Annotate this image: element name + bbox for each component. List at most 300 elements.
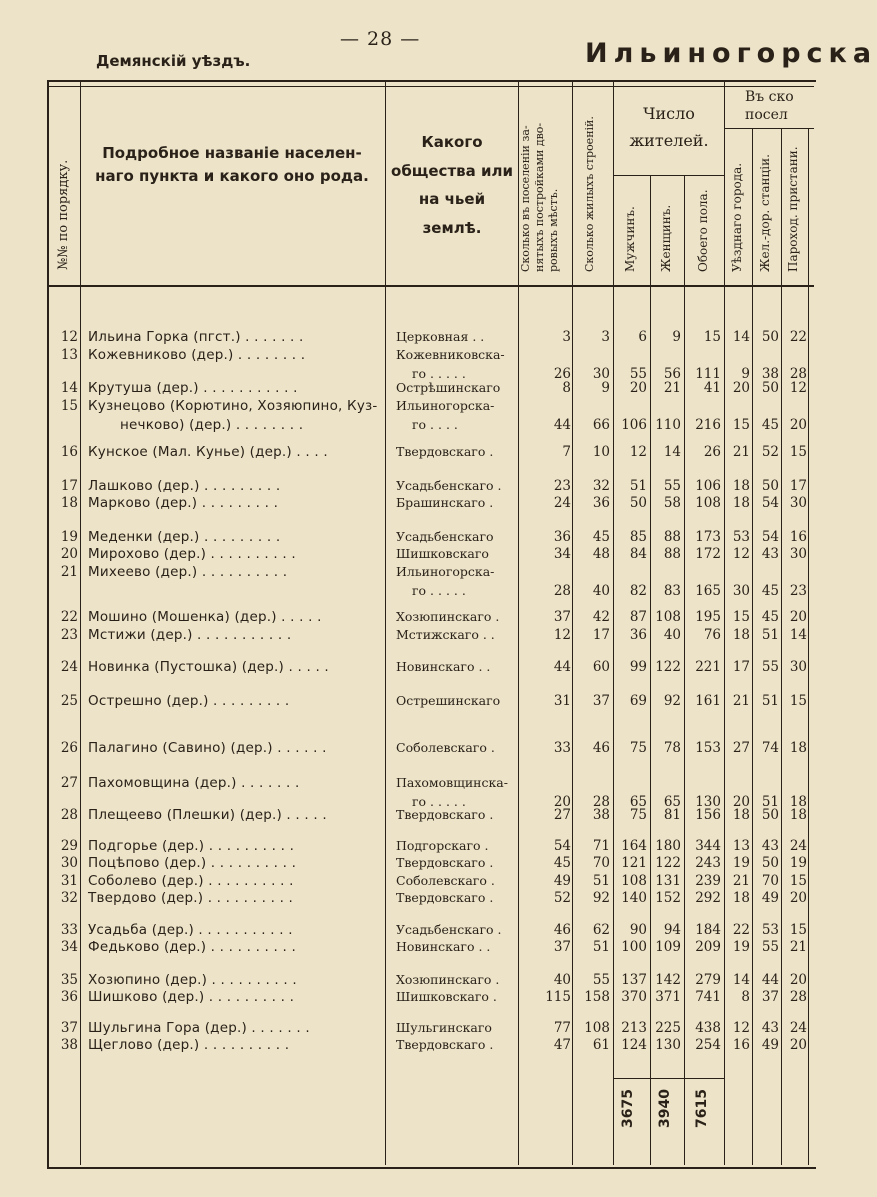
place-name: Усадьба (дер.) . . . . . . . . . . . xyxy=(88,922,293,938)
cell-both: 195 xyxy=(695,609,721,625)
cell-c1: 46 xyxy=(553,922,571,938)
table-row xyxy=(0,1037,814,1057)
cell-both: 184 xyxy=(695,922,721,938)
total-men: 3675 xyxy=(620,1089,636,1128)
cell-r: 52 xyxy=(761,444,779,460)
cell-men: 36 xyxy=(629,627,647,643)
header-residents: Число жителей. xyxy=(629,104,709,151)
page-number: — 28 — xyxy=(340,28,421,50)
cell-t: 14 xyxy=(732,329,750,345)
table-row xyxy=(0,890,814,910)
community-name: Пахомовщинска- xyxy=(396,775,508,790)
place-name: Кузнецово (Корютино, Хозяюпино, Куз- xyxy=(88,398,378,414)
cell-c1: 23 xyxy=(553,478,571,494)
cell-r: 50 xyxy=(761,380,779,396)
cell-p: 18 xyxy=(789,807,807,823)
community-name: Хозюпинскаго . xyxy=(396,972,500,987)
cell-women: 88 xyxy=(663,529,681,545)
header-women: Женщинъ. xyxy=(659,204,673,272)
place-name: Пахомовщина (дер.) . . . . . . . xyxy=(88,775,300,791)
cell-both: 161 xyxy=(695,693,721,709)
place-name: Лашково (дер.) . . . . . . . . . xyxy=(88,478,281,494)
cell-c1: 77 xyxy=(553,1020,571,1036)
cell-c2: 61 xyxy=(592,1037,610,1053)
header-rule xyxy=(724,128,814,129)
community-name: Новинскаго . . xyxy=(396,939,491,954)
cell-women: 21 xyxy=(663,380,681,396)
cell-t: 30 xyxy=(732,583,750,599)
place-name: Поцѣпово (дер.) . . . . . . . . . . xyxy=(88,855,297,871)
cell-both: 221 xyxy=(695,659,721,675)
place-name: Мстижи (дер.) . . . . . . . . . . . xyxy=(88,627,292,643)
table-row xyxy=(0,380,814,400)
cell-t: 9 xyxy=(741,366,750,382)
cell-both: 26 xyxy=(703,444,721,460)
cell-women: 81 xyxy=(663,807,681,823)
header-rule xyxy=(47,86,814,87)
cell-c2: 17 xyxy=(592,627,610,643)
cell-women: 122 xyxy=(655,855,681,871)
cell-men: 12 xyxy=(629,444,647,460)
cell-both: 15 xyxy=(703,329,721,345)
cell-p: 21 xyxy=(789,939,807,955)
cell-p: 30 xyxy=(789,659,807,675)
table-row xyxy=(0,329,814,349)
cell-c2: 37 xyxy=(592,693,610,709)
cell-r: 54 xyxy=(761,529,779,545)
cell-c1: 52 xyxy=(553,890,571,906)
cell-t: 21 xyxy=(732,444,750,460)
cell-t: 8 xyxy=(741,989,750,1005)
cell-r: 50 xyxy=(761,478,779,494)
cell-c1: 27 xyxy=(553,807,571,823)
cell-t: 18 xyxy=(732,627,750,643)
cell-c1: 44 xyxy=(553,659,571,675)
cell-r: 55 xyxy=(761,939,779,955)
cell-t: 19 xyxy=(732,939,750,955)
cell-c2: 108 xyxy=(584,1020,610,1036)
cell-both: 438 xyxy=(695,1020,721,1036)
cell-men: 108 xyxy=(621,873,647,889)
table-row xyxy=(0,564,814,599)
cell-men: 137 xyxy=(621,972,647,988)
cell-r: 44 xyxy=(761,972,779,988)
cell-both: 239 xyxy=(695,873,721,889)
header-pier: Пароход. пристани. xyxy=(786,146,800,272)
community-name-cont: го . . . . . xyxy=(412,583,466,598)
cell-r: 38 xyxy=(761,366,779,382)
cell-c1: 40 xyxy=(553,972,571,988)
cell-c1: 24 xyxy=(553,495,571,511)
cell-men: 164 xyxy=(621,838,647,854)
cell-men: 100 xyxy=(621,939,647,955)
cell-c2: 51 xyxy=(592,939,610,955)
cell-c2: 30 xyxy=(592,366,610,382)
region-title: Ильиногорска xyxy=(585,38,877,69)
cell-r: 70 xyxy=(761,873,779,889)
community-name: Ильиногорска- xyxy=(396,564,495,579)
cell-men: 84 xyxy=(629,546,647,562)
cell-c2: 158 xyxy=(584,989,610,1005)
cell-men: 50 xyxy=(629,495,647,511)
cell-t: 53 xyxy=(732,529,750,545)
cell-women: 56 xyxy=(663,366,681,382)
row-number: 19 xyxy=(60,529,78,545)
cell-c1: 31 xyxy=(553,693,571,709)
cell-women: 9 xyxy=(672,329,681,345)
row-number: 16 xyxy=(60,444,78,460)
table-row xyxy=(0,347,814,382)
cell-both: 130 xyxy=(695,794,721,810)
cell-women: 130 xyxy=(655,1037,681,1053)
cell-t: 18 xyxy=(732,807,750,823)
cell-r: 53 xyxy=(761,922,779,938)
cell-women: 108 xyxy=(655,609,681,625)
cell-t: 15 xyxy=(732,417,750,433)
community-name: Новинскаго . . xyxy=(396,659,491,674)
community-name: Твердовскаго . xyxy=(396,855,494,870)
table-row xyxy=(0,939,814,959)
cell-t: 16 xyxy=(732,1037,750,1053)
cell-c1: 47 xyxy=(553,1037,571,1053)
place-name: Щеглово (дер.) . . . . . . . . . . xyxy=(88,1037,290,1053)
cell-men: 85 xyxy=(629,529,647,545)
community-name: Твердовскаго . xyxy=(396,890,494,905)
cell-both: 41 xyxy=(703,380,721,396)
place-name-cont: нечково) (дер.) . . . . . . . . xyxy=(120,417,304,433)
community-name: Твердовскаго . xyxy=(396,807,494,822)
cell-c1: 20 xyxy=(553,794,571,810)
row-number: 28 xyxy=(60,807,78,823)
header-name: Подробное названіе населен- наго пункта и какого оно рода. xyxy=(95,144,369,186)
row-number: 26 xyxy=(60,740,78,756)
table-row xyxy=(0,627,814,647)
cell-c2: 92 xyxy=(592,890,610,906)
cell-c1: 54 xyxy=(553,838,571,854)
row-number: 31 xyxy=(60,873,78,889)
row-number: 21 xyxy=(60,564,78,580)
row-number: 22 xyxy=(60,609,78,625)
cell-t: 12 xyxy=(732,546,750,562)
row-number: 38 xyxy=(60,1037,78,1053)
place-name: Острешно (дер.) . . . . . . . . . xyxy=(88,693,290,709)
cell-t: 18 xyxy=(732,495,750,511)
cell-c1: 115 xyxy=(545,989,571,1005)
cell-women: 55 xyxy=(663,478,681,494)
place-name: Соболево (дер.) . . . . . . . . . . xyxy=(88,873,294,889)
row-number: 23 xyxy=(60,627,78,643)
district-title: Демянскій уѣздъ. xyxy=(96,52,251,70)
cell-both: 165 xyxy=(695,583,721,599)
cell-p: 28 xyxy=(789,989,807,1005)
cell-r: 43 xyxy=(761,838,779,854)
row-number: 27 xyxy=(60,775,78,791)
cell-c1: 37 xyxy=(553,609,571,625)
cell-r: 51 xyxy=(761,693,779,709)
cell-women: 371 xyxy=(655,989,681,1005)
community-name: Твердовскаго . xyxy=(396,1037,494,1052)
header-houses: Сколько жилыхъ строеній. xyxy=(583,116,596,272)
cell-c1: 44 xyxy=(553,417,571,433)
cell-men: 69 xyxy=(629,693,647,709)
cell-c1: 12 xyxy=(553,627,571,643)
community-name: Усадьбенскаго . xyxy=(396,922,502,937)
cell-c1: 33 xyxy=(553,740,571,756)
cell-men: 140 xyxy=(621,890,647,906)
header-rule xyxy=(613,175,724,176)
community-name: Кожевниковска- xyxy=(396,347,505,362)
cell-c1: 3 xyxy=(562,329,571,345)
cell-t: 18 xyxy=(732,890,750,906)
total-women: 3940 xyxy=(657,1089,673,1128)
cell-women: 94 xyxy=(663,922,681,938)
cell-women: 40 xyxy=(663,627,681,643)
community-name: Церковная . . xyxy=(396,329,485,344)
cell-r: 49 xyxy=(761,890,779,906)
place-name: Ильина Горка (пгст.) . . . . . . . xyxy=(88,329,304,345)
row-number: 33 xyxy=(60,922,78,938)
place-name: Твердово (дер.) . . . . . . . . . . xyxy=(88,890,294,906)
row-number: 37 xyxy=(60,1020,78,1036)
place-name: Мошино (Мошенка) (дер.) . . . . . xyxy=(88,609,322,625)
cell-p: 19 xyxy=(789,855,807,871)
row-number: 36 xyxy=(60,989,78,1005)
cell-p: 17 xyxy=(789,478,807,494)
community-name: Шишковскаго xyxy=(396,546,489,561)
cell-men: 87 xyxy=(629,609,647,625)
cell-t: 19 xyxy=(732,855,750,871)
community-name: Усадьбенскаго . xyxy=(396,478,502,493)
cell-c1: 49 xyxy=(553,873,571,889)
cell-r: 49 xyxy=(761,1037,779,1053)
cell-women: 225 xyxy=(655,1020,681,1036)
cell-men: 20 xyxy=(629,380,647,396)
cell-t: 20 xyxy=(732,794,750,810)
row-number: 18 xyxy=(60,495,78,511)
cell-women: 83 xyxy=(663,583,681,599)
cell-r: 51 xyxy=(761,794,779,810)
cell-t: 22 xyxy=(732,922,750,938)
cell-p: 24 xyxy=(789,838,807,854)
cell-both: 76 xyxy=(703,627,721,643)
cell-men: 65 xyxy=(629,794,647,810)
cell-men: 106 xyxy=(621,417,647,433)
table-row xyxy=(0,989,814,1009)
community-name: Брашинскаго . xyxy=(396,495,494,510)
cell-c2: 51 xyxy=(592,873,610,889)
cell-t: 14 xyxy=(732,972,750,988)
cell-c2: 45 xyxy=(592,529,610,545)
row-number: 14 xyxy=(60,380,78,396)
cell-both: 216 xyxy=(695,417,721,433)
community-name-cont: го . . . . . xyxy=(412,794,466,809)
place-name: Шишково (дер.) . . . . . . . . . . xyxy=(88,989,295,1005)
cell-c2: 38 xyxy=(592,807,610,823)
cell-c2: 55 xyxy=(592,972,610,988)
cell-both: 111 xyxy=(695,366,721,382)
cell-women: 65 xyxy=(663,794,681,810)
cell-c1: 36 xyxy=(553,529,571,545)
cell-men: 75 xyxy=(629,807,647,823)
cell-p: 23 xyxy=(789,583,807,599)
place-name: Палагино (Савино) (дер.) . . . . . . xyxy=(88,740,327,756)
community-name: Соболевскаго . xyxy=(396,740,495,755)
cell-t: 18 xyxy=(732,478,750,494)
row-number: 30 xyxy=(60,855,78,871)
cell-r: 43 xyxy=(761,1020,779,1036)
community-name: Хозюпинскаго . xyxy=(396,609,500,624)
cell-r: 55 xyxy=(761,659,779,675)
cell-c2: 3 xyxy=(601,329,610,345)
place-name: Хозюпино (дер.) . . . . . . . . . . xyxy=(88,972,297,988)
cell-r: 50 xyxy=(761,807,779,823)
cell-men: 82 xyxy=(629,583,647,599)
cell-both: 292 xyxy=(695,890,721,906)
cell-r: 51 xyxy=(761,627,779,643)
cell-c2: 71 xyxy=(592,838,610,854)
table-row xyxy=(0,495,814,515)
cell-p: 18 xyxy=(789,740,807,756)
community-name: Шульгинскаго xyxy=(396,1020,492,1035)
cell-men: 124 xyxy=(621,1037,647,1053)
cell-p: 12 xyxy=(789,380,807,396)
cell-women: 180 xyxy=(655,838,681,854)
cell-r: 45 xyxy=(761,417,779,433)
table-row xyxy=(0,659,814,679)
table-row xyxy=(0,693,814,713)
cell-p: 20 xyxy=(789,609,807,625)
cell-women: 14 xyxy=(663,444,681,460)
cell-r: 43 xyxy=(761,546,779,562)
cell-c1: 45 xyxy=(553,855,571,871)
header-num: №№ по порядку. xyxy=(56,159,71,270)
table-row xyxy=(0,855,814,875)
cell-women: 110 xyxy=(655,417,681,433)
cell-c1: 26 xyxy=(553,366,571,382)
cell-t: 20 xyxy=(732,380,750,396)
community-name: Ильиногорска- xyxy=(396,398,495,413)
cell-p: 14 xyxy=(789,627,807,643)
row-number: 32 xyxy=(60,890,78,906)
cell-p: 20 xyxy=(789,1037,807,1053)
cell-c2: 62 xyxy=(592,922,610,938)
cell-r: 45 xyxy=(761,583,779,599)
cell-p: 22 xyxy=(789,329,807,345)
community-name-cont: го . . . . xyxy=(412,417,458,432)
row-number: 24 xyxy=(60,659,78,675)
cell-r: 50 xyxy=(761,855,779,871)
table-row xyxy=(0,546,814,566)
cell-men: 370 xyxy=(621,989,647,1005)
row-number: 17 xyxy=(60,478,78,494)
community-name-cont: го . . . . . xyxy=(412,366,466,381)
cell-c1: 37 xyxy=(553,939,571,955)
cell-p: 15 xyxy=(789,873,807,889)
cell-p: 18 xyxy=(789,794,807,810)
cell-women: 131 xyxy=(655,873,681,889)
cell-c1: 34 xyxy=(553,546,571,562)
cell-c2: 28 xyxy=(592,794,610,810)
cell-c2: 66 xyxy=(592,417,610,433)
cell-p: 28 xyxy=(789,366,807,382)
cell-t: 21 xyxy=(732,693,750,709)
place-name: Меденки (дер.) . . . . . . . . . xyxy=(88,529,281,545)
cell-p: 24 xyxy=(789,1020,807,1036)
cell-both: 156 xyxy=(695,807,721,823)
cell-both: 243 xyxy=(695,855,721,871)
place-name: Шульгина Гора (дер.) . . . . . . . xyxy=(88,1020,310,1036)
cell-t: 13 xyxy=(732,838,750,854)
cell-c2: 10 xyxy=(592,444,610,460)
cell-r: 54 xyxy=(761,495,779,511)
row-number: 13 xyxy=(60,347,78,363)
cell-both: 279 xyxy=(695,972,721,988)
cell-t: 15 xyxy=(732,609,750,625)
place-name: Федьково (дер.) . . . . . . . . . . xyxy=(88,939,296,955)
totals-rule xyxy=(613,1078,724,1079)
cell-c2: 60 xyxy=(592,659,610,675)
cell-c2: 9 xyxy=(601,380,610,396)
table-row xyxy=(0,444,814,464)
place-name: Мирохово (дер.) . . . . . . . . . . xyxy=(88,546,296,562)
header-rule xyxy=(47,285,814,287)
cell-p: 15 xyxy=(789,693,807,709)
cell-both: 344 xyxy=(695,838,721,854)
row-number: 25 xyxy=(60,693,78,709)
cell-both: 254 xyxy=(695,1037,721,1053)
cell-c2: 42 xyxy=(592,609,610,625)
cell-c2: 70 xyxy=(592,855,610,871)
cell-c2: 48 xyxy=(592,546,610,562)
cell-c2: 36 xyxy=(592,495,610,511)
table-row xyxy=(0,398,814,433)
community-name: Острѣшинскаго xyxy=(396,380,501,395)
cell-t: 17 xyxy=(732,659,750,675)
place-name: Кунское (Мал. Кунье) (дер.) . . . . xyxy=(88,444,328,460)
cell-women: 109 xyxy=(655,939,681,955)
cell-men: 90 xyxy=(629,922,647,938)
place-name: Кожевниково (дер.) . . . . . . . . xyxy=(88,347,306,363)
cell-men: 75 xyxy=(629,740,647,756)
table-row xyxy=(0,740,814,760)
cell-both: 108 xyxy=(695,495,721,511)
cell-p: 20 xyxy=(789,417,807,433)
cell-p: 15 xyxy=(789,922,807,938)
place-name: Новинка (Пустошка) (дер.) . . . . . xyxy=(88,659,329,675)
table-row xyxy=(0,609,814,629)
community-name: Мстижскаго . . xyxy=(396,627,495,642)
community-name: Соболевскаго . xyxy=(396,873,495,888)
cell-r: 50 xyxy=(761,329,779,345)
cell-r: 37 xyxy=(761,989,779,1005)
row-number: 20 xyxy=(60,546,78,562)
cell-t: 21 xyxy=(732,873,750,889)
header-town: Уѣзднаго города. xyxy=(730,162,744,272)
cell-both: 173 xyxy=(695,529,721,545)
cell-c2: 40 xyxy=(592,583,610,599)
cell-both: 106 xyxy=(695,478,721,494)
cell-women: 122 xyxy=(655,659,681,675)
cell-men: 6 xyxy=(638,329,647,345)
cell-c1: 28 xyxy=(553,583,571,599)
community-name: Усадьбенскаго xyxy=(396,529,494,544)
table-row xyxy=(0,807,814,827)
table-row xyxy=(0,775,814,810)
cell-women: 78 xyxy=(663,740,681,756)
total-both: 7615 xyxy=(694,1089,710,1128)
cell-p: 15 xyxy=(789,444,807,460)
cell-women: 92 xyxy=(663,693,681,709)
